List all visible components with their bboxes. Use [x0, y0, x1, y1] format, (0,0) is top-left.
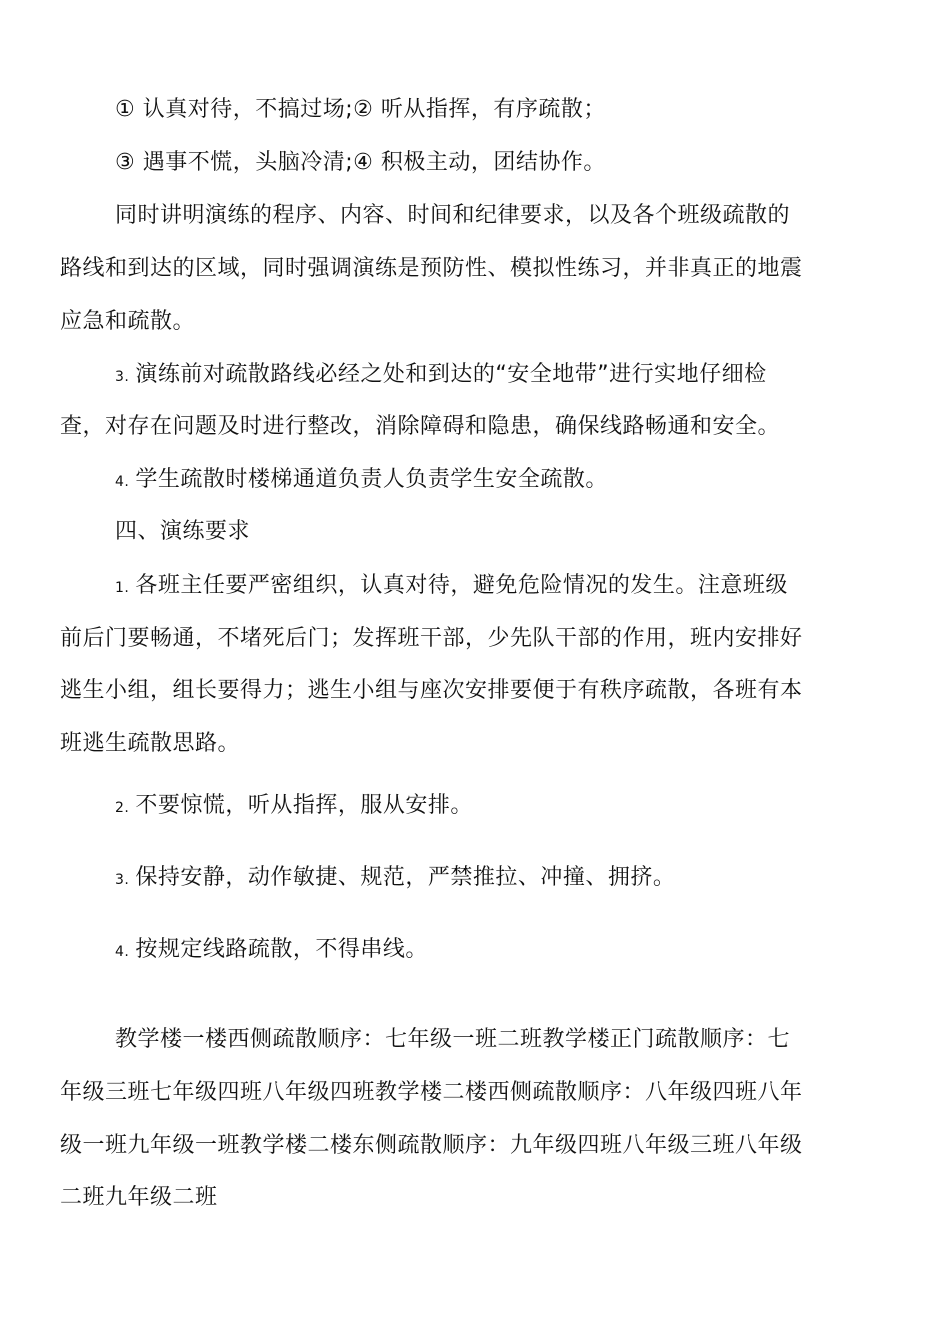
item-text: 演练前对疏散路线必经之处和到达的“安全地带”进行实地仔细检	[135, 362, 767, 387]
item-text: 学生疏散时楼梯通道负责人负责学生安全疏散。	[135, 467, 608, 492]
requirement-1-line: 班逃生疏散思路。	[60, 731, 241, 756]
paragraph-explain-line: 同时讲明演练的程序、内容、时间和纪律要求，以及各个班级疏散的	[115, 203, 791, 228]
evacuation-order-line: 年级三班七年级四班八年级四班教学楼二楼西侧疏散顺序：八年级四班八年	[60, 1080, 803, 1105]
evacuation-order-line: 教学楼一楼西侧疏散顺序：七年级一班二班教学楼正门疏散顺序：七	[115, 1027, 791, 1052]
paragraph-principles-1: ① 认真对待，不搞过场;② 听从指挥，有序疏散；	[115, 97, 606, 122]
requirement-3	[115, 864, 880, 894]
item-number: 4.	[115, 944, 130, 960]
item-text: 按规定线路疏散，不得串线。	[135, 937, 428, 962]
requirement-2	[115, 792, 880, 822]
evacuation-order-line: 级一班九年级一班教学楼二楼东侧疏散顺序：九年级四班八年级三班八年级	[60, 1133, 803, 1158]
requirement-1-line: 前后门要畅通，不堵死后门；发挥班干部，少先队干部的作用，班内安排好	[60, 626, 803, 651]
paragraph-principles-2: ③ 遇事不慌，头脑冷清;④ 积极主动，团结协作。	[115, 150, 606, 175]
paragraph-explain-line: 应急和疏散。	[60, 309, 196, 334]
paragraph-route-check-line	[115, 361, 880, 391]
paragraph-explain-line: 路线和到达的区域，同时强调演练是预防性、模拟性练习，并非真正的地震	[60, 256, 803, 281]
requirement-4	[115, 936, 880, 966]
item-number: 1.	[115, 580, 130, 596]
paragraph-stair-duty	[115, 466, 880, 496]
requirement-1-line: 逃生小组，组长要得力；逃生小组与座次安排要便于有秩序疏散，各班有本	[60, 678, 803, 703]
item-number: 4.	[115, 474, 130, 490]
item-text: 保持安静，动作敏捷、规范，严禁推拉、冲撞、拥挤。	[135, 865, 676, 890]
evacuation-order-line: 二班九年级二班	[60, 1185, 218, 1210]
item-text: 各班主任要严密组织，认真对待，避免危险情况的发生。注意班级	[135, 573, 788, 598]
requirement-1-line	[115, 572, 880, 602]
paragraph-route-check-line: 查，对存在问题及时进行整改，消除障碍和隐患，确保线路畅通和安全。	[60, 414, 781, 439]
item-number: 2.	[115, 800, 130, 816]
section-heading: 四、演练要求	[115, 519, 251, 544]
item-text: 不要惊慌，听从指挥，服从安排。	[135, 793, 473, 818]
item-number: 3.	[115, 872, 130, 888]
item-number: 3.	[115, 369, 130, 385]
